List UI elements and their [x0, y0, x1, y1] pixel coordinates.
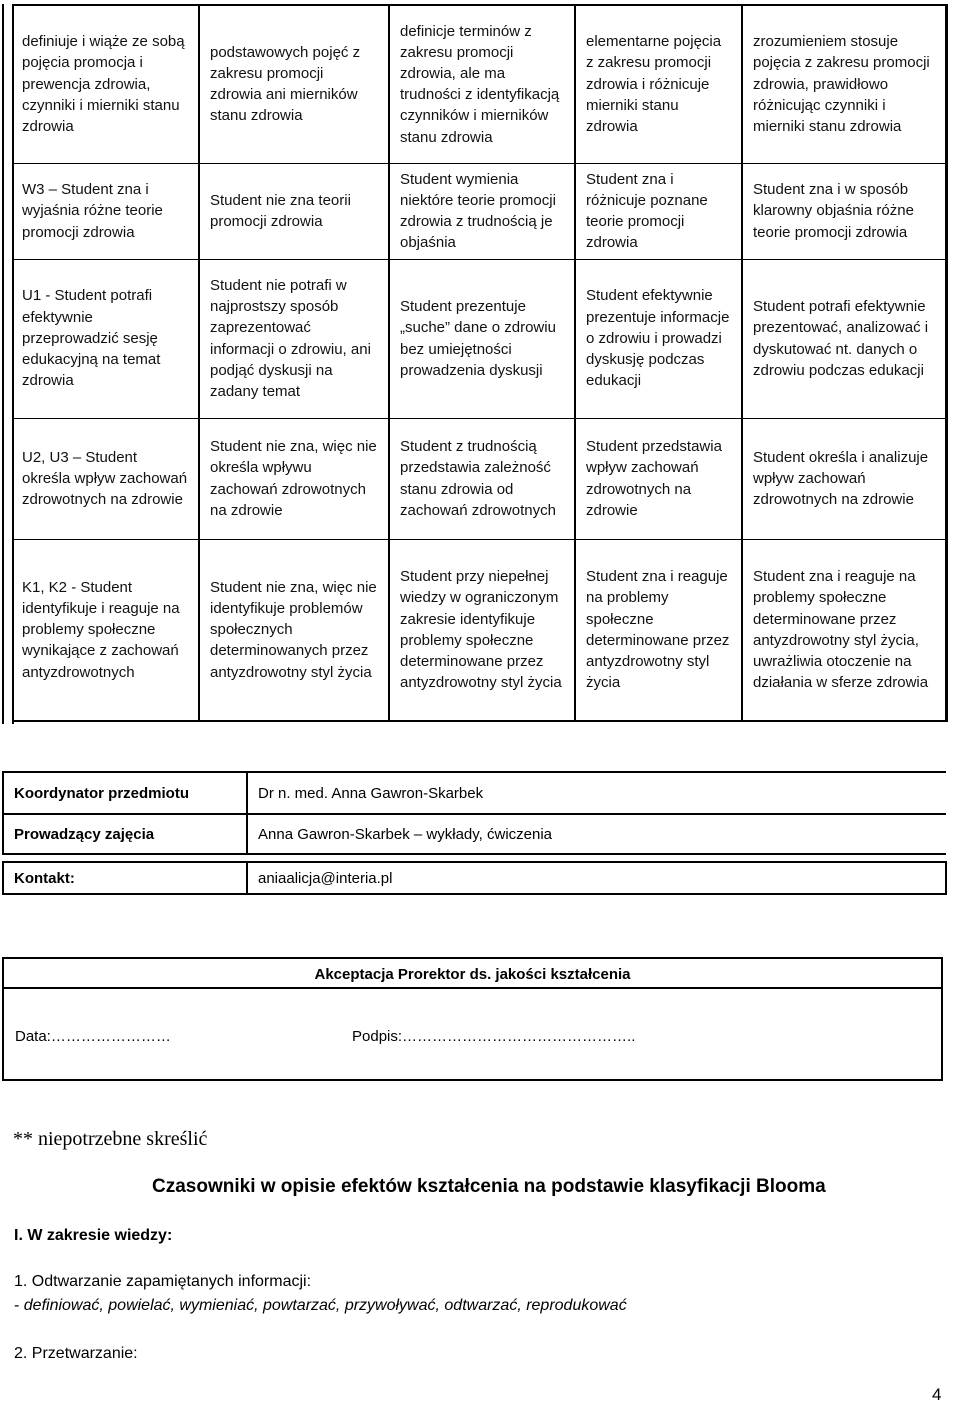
criteria-cell: K1, K2 - Student identyfikuje i reaguje na problemy społeczne wynikające z zachowań antyzdrowotnych — [12, 539, 199, 721]
criteria-cell: W3 – Student zna i wyjaśnia różne teorie promocji zdrowia — [12, 163, 199, 259]
criteria-cell: U1 - Student potrafi efektywnie przeprowadzić sesję edukacyjną na temat zdrowia — [12, 259, 199, 418]
contact-row — [3, 862, 946, 894]
grade-3-cell: Student prezentuje „suche” dane o zdrowiu bez umiejętności prowadzenia dyskusji — [389, 259, 575, 418]
grade-4-cell: Student zna i reaguje na problemy społeczne determinowane przez antyzdrowotny styl życia — [575, 539, 742, 721]
section-heading: Czasowniki w opisie efektów kształcenia na podstawie klasyfikacji Blooma — [152, 1176, 826, 1197]
contact-label: Kontakt: — [3, 862, 247, 894]
verb-list — [14, 1297, 627, 1315]
acceptance-title: Akceptacja Prorektor ds. jakości kształcenia — [314, 966, 631, 983]
grade-2-cell: Student nie zna teorii promocji zdrowia — [199, 163, 389, 259]
grade-5-cell: Student zna i reaguje na problemy społeczne determinowane przez antyzdrowotny styl życia, uwrażliwia otoczenie na działania w sferze zdrowia — [742, 539, 946, 721]
acceptance-box — [2, 957, 943, 1081]
acceptance-signature-field: Podpis:……………………………………….. — [352, 1028, 636, 1045]
grade-2-cell: Student nie zna, więc nie identyfikuje problemów społecznych determinowanych przez antyzdrowotny styl życia — [199, 539, 389, 721]
grade-3-cell: Student przy niepełnej wiedzy w ograniczonym zakresie identyfikuje problemy społeczne determinowane przez antyzdrowotny styl życia — [389, 539, 575, 721]
grade-5-cell: zrozumieniem stosuje pojęcia z zakresu promocji zdrowia, prawidłowo różnicując czynniki i mierniki stanu zdrowia — [742, 5, 946, 163]
lecturer-value: Anna Gawron-Skarbek – wykłady, ćwiczenia — [247, 814, 946, 854]
grade-2-cell: podstawowych pojęć z zakresu promocji zdrowia ani mierników stanu zdrowia — [199, 5, 389, 163]
coordinator-row — [3, 772, 946, 814]
grade-3-cell: definicje terminów z zakresu promocji zdrowia, ale ma trudności z identyfikacją czynników i mierników stanu zdrowia — [389, 5, 575, 163]
table-row — [12, 5, 946, 163]
acceptance-date-field: Data:…………………… — [15, 1028, 171, 1045]
grade-2-cell: Student nie zna, więc nie określa wpływu zachowań zdrowotnych na zdrowie — [199, 418, 389, 539]
list-item: 1. Odtwarzanie zapamiętanych informacji: — [14, 1273, 312, 1290]
grade-5-cell: Student potrafi efektywnie prezentować, analizować i dyskutować nt. danych o zdrowiu podczas edukacji — [742, 259, 946, 418]
grade-4-cell: elementarne pojęcia z zakresu promocji zdrowia i różnicuje mierniki stanu zdrowia — [575, 5, 742, 163]
grade-4-cell: Student zna i różnicuje poznane teorie promocji zdrowia — [575, 163, 742, 259]
contact-value: aniaalicja@interia.pl — [247, 862, 946, 894]
coordinator-label: Koordynator przedmiotu — [3, 772, 247, 814]
lecturer-label: Prowadzący zajęcia — [3, 814, 247, 854]
coordinator-table — [2, 771, 947, 895]
verb-list-text: definiować, powielać, wymieniać, powtarzać, przywoływać, odtwarzać, reprodukować — [23, 1297, 627, 1314]
table-row — [12, 259, 946, 418]
grade-3-cell: Student wymienia niektóre teorie promocji zdrowia z trudnością je objaśnia — [389, 163, 575, 259]
table-row — [12, 539, 946, 721]
criteria-cell: definiuje i wiąże ze sobą pojęcia promocja i prewencja zdrowia, czynniki i mierniki stanu zdrowia — [12, 5, 199, 163]
acceptance-divider — [4, 987, 941, 989]
assessment-criteria-table — [2, 4, 945, 724]
criteria-cell: U2, U3 – Student określa wpływ zachowań zdrowotnych na zdrowie — [12, 418, 199, 539]
grade-5-cell: Student określa i analizuje wpływ zachowań zdrowotnych na zdrowie — [742, 418, 946, 539]
list-item: 2. Przetwarzanie: — [14, 1345, 138, 1362]
grade-3-cell: Student z trudnością przedstawia zależność stanu zdrowia od zachowań zdrowotnych — [389, 418, 575, 539]
table-row — [12, 418, 946, 539]
verb-list-dash: - — [14, 1297, 24, 1314]
footnote: ** niepotrzebne skreślić — [13, 1128, 208, 1150]
subsection-title: I. W zakresie wiedzy: — [14, 1227, 173, 1244]
grade-2-cell: Student nie potrafi w najprostszy sposób zaprezentować informacji o zdrowiu, ani podjąć dyskusji na zadany temat — [199, 259, 389, 418]
lecturer-row — [3, 814, 946, 854]
grade-4-cell: Student przedstawia wpływ zachowań zdrowotnych na zdrowie — [575, 418, 742, 539]
grade-5-cell: Student zna i w sposób klarowny objaśnia różne teorie promocji zdrowia — [742, 163, 946, 259]
grade-4-cell: Student efektywnie prezentuje informacje o zdrowiu i prowadzi dyskusję podczas edukacji — [575, 259, 742, 418]
coordinator-value: Dr n. med. Anna Gawron-Skarbek — [247, 772, 946, 814]
page-number: 4 — [932, 1385, 942, 1404]
table-row — [12, 163, 946, 259]
